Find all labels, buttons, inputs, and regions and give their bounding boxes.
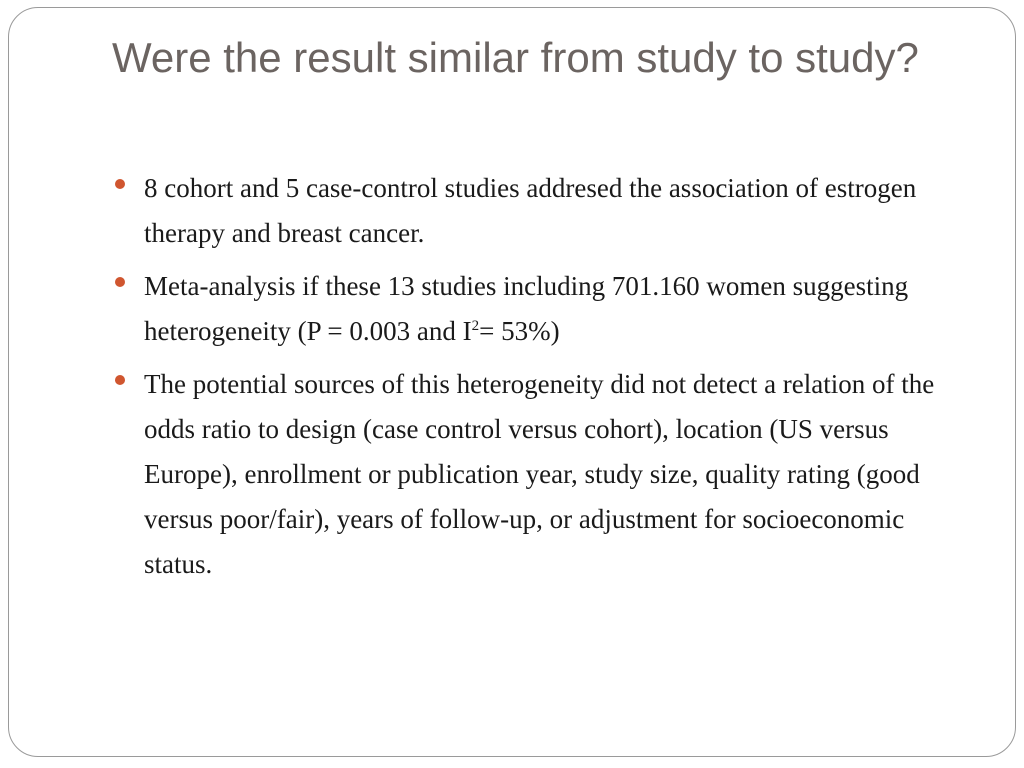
bullet-item [114,166,944,256]
bullet-item [114,362,944,587]
bullet-item [114,264,944,354]
bullet-text [144,271,908,346]
slide-title: Were the result similar from study to study? [112,34,919,81]
bullet-text-part: = 53%) [479,316,560,346]
bullet-list [114,166,944,595]
bullet-text-part: Meta-analysis if these 13 studies including 701.160 women suggesting heterogeneity (P = 0.003 and I [144,271,909,346]
bullet-dot-icon [115,179,125,189]
bullet-dot-icon [115,277,125,287]
bullet-dot-icon [115,375,125,385]
bullet-text: 8 cohort and 5 case-control studies addresed the association of estrogen therapy and breast cancer. [144,173,917,248]
bullet-text: The potential sources of this heterogeneity did not detect a relation of the odds ratio to design (case control versus cohort), location (US versus Europe), enrollment or publication year, study size, quality rating (good versus poor/fair), years of follow-up, or adjustment for socioeconomic status. [144,369,935,579]
superscript: 2 [471,318,480,334]
